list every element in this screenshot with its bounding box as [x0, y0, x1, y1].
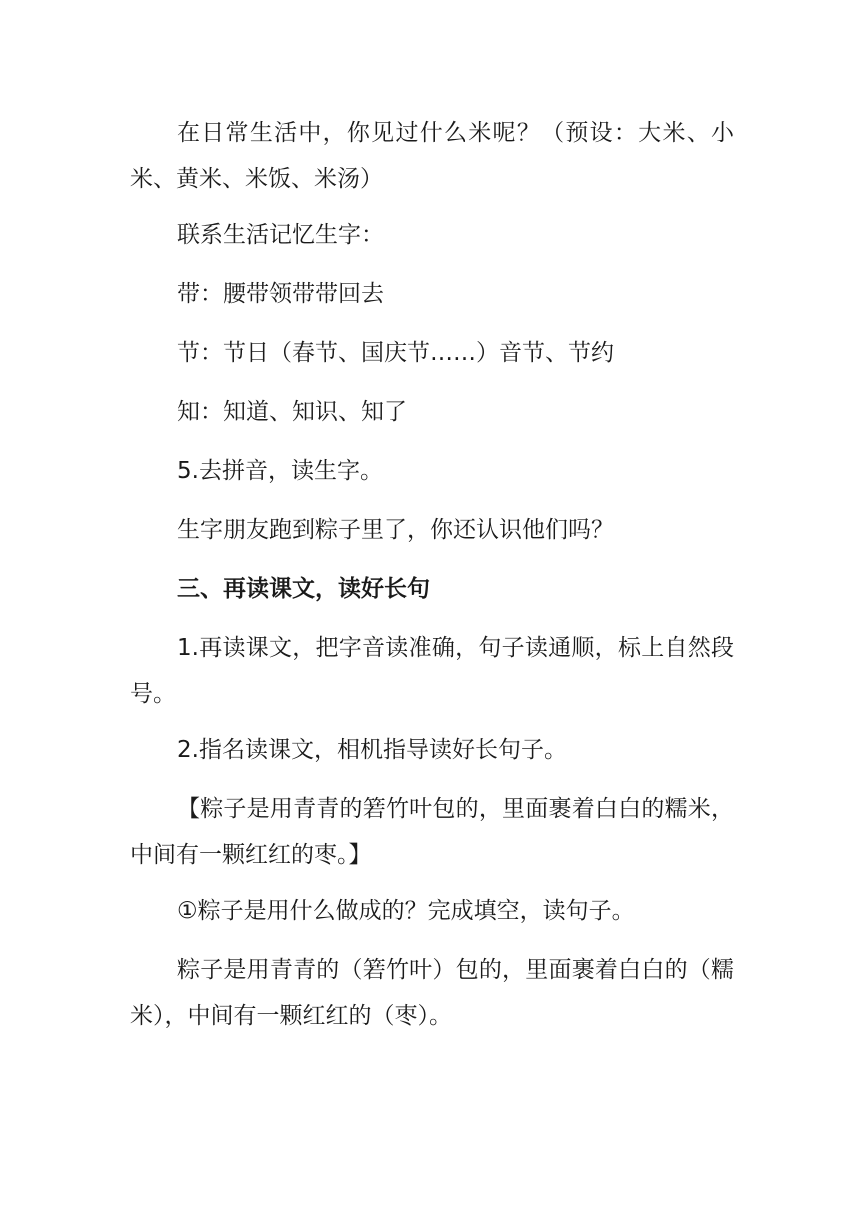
paragraph-rice-question: 在日常生活中，你见过什么米呢？（预设：大米、小米、黄米、米饭、米汤）: [130, 120, 734, 192]
paragraph-memory-intro: 联系生活记忆生字：: [177, 222, 384, 248]
section-heading: 三、再读课文，读好长句: [177, 576, 430, 602]
paragraph-char-zhi: 知：知道、知识、知了: [177, 399, 407, 425]
paragraph-char-dai: 带：腰带领带带回去: [177, 281, 384, 307]
paragraph-fill-blank: 粽子是用青青的（箬竹叶）包的，里面裹着白白的（糯米），中间有一颗红红的（枣）。: [130, 957, 734, 1029]
paragraph-step-5: 5.去拼音，读生字。: [177, 458, 383, 484]
paragraph-question-1: ①粽子是用什么做成的？完成填空，读句子。: [177, 898, 635, 924]
paragraph-step-2: 2.指名读课文，相机指导读好长句子。: [177, 737, 567, 763]
paragraph-step-1: 1.再读课文，把字音读准确，句子读通顺，标上自然段号。: [130, 635, 734, 707]
paragraph-long-sentence: 【粽子是用青青的箬竹叶包的，里面裹着白白的糯米，中间有一颗红红的枣。】: [130, 796, 734, 868]
document-page: [130, 110, 734, 1049]
paragraph-zongzi-friends: 生字朋友跑到粽子里了，你还认识他们吗？: [177, 517, 614, 543]
paragraph-char-jie: 节：节日（春节、国庆节……）音节、节约: [177, 340, 614, 366]
